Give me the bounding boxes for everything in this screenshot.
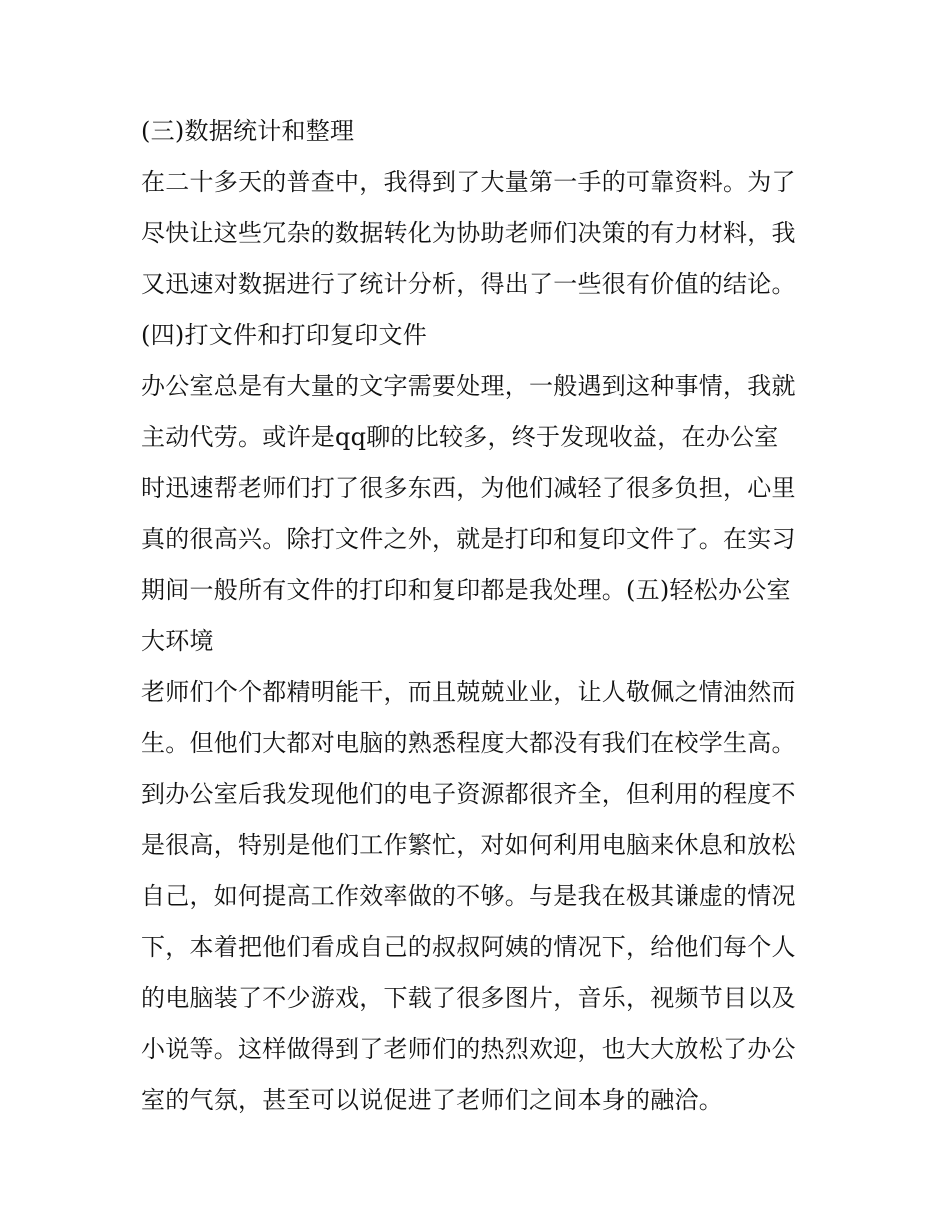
paragraph-line: 小说等。这样做得到了老师们的热烈欢迎，也大大放松了办公 [141,1035,796,1063]
paragraph-line: 自己，如何提高工作效率做的不够。与是我在极其谦虚的情况 [141,882,796,910]
paragraph-line: 真的很高兴。除打文件之外，就是打印和复印文件了。在实习 [141,525,796,553]
paragraph-line: 老师们个个都精明能干，而且兢兢业业，让人敬佩之情油然而 [141,678,796,706]
section-heading-3: (三)数据统计和整理 [141,117,355,145]
paragraph-line: 是很高，特别是他们工作繁忙，对如何利用电脑来休息和放松 [141,831,796,859]
paragraph-line: 尽快让这些冗杂的数据转化为协助老师们决策的有力材料，我 [141,219,796,247]
document-body [141,106,821,1126]
paragraph-line: 办公室总是有大量的文字需要处理，一般遇到这种事情，我就 [141,372,796,400]
paragraph-line: 时迅速帮老师们打了很多东西，为他们减轻了很多负担，心里 [141,474,796,502]
paragraph-line: 到办公室后我发现他们的电子资源都很齐全，但利用的程度不 [141,780,796,808]
paragraph-line: 室的气氛，甚至可以说促进了老师们之间本身的融洽。 [141,1086,723,1114]
paragraph-line: 大环境 [141,627,214,655]
paragraph-line: 下，本着把他们看成自己的叔叔阿姨的情况下，给他们每个人 [141,933,796,961]
paragraph-line: 主动代劳。或许是qq聊的比较多，终于发现收益，在办公室 [141,423,779,451]
paragraph-line: 又迅速对数据进行了统计分析，得出了一些很有价值的结论。 [141,270,796,298]
paragraph-line: 期间一般所有文件的打印和复印都是我处理。(五)轻松办公室 [141,576,791,604]
section-heading-4: (四)打文件和打印复印文件 [141,321,427,349]
paragraph-line: 在二十多天的普查中，我得到了大量第一手的可靠资料。为了 [141,168,796,196]
paragraph-line: 生。但他们大都对电脑的熟悉程度大都没有我们在校学生高。 [141,729,796,757]
paragraph-line: 的电脑装了不少游戏，下载了很多图片，音乐，视频节目以及 [141,984,796,1012]
